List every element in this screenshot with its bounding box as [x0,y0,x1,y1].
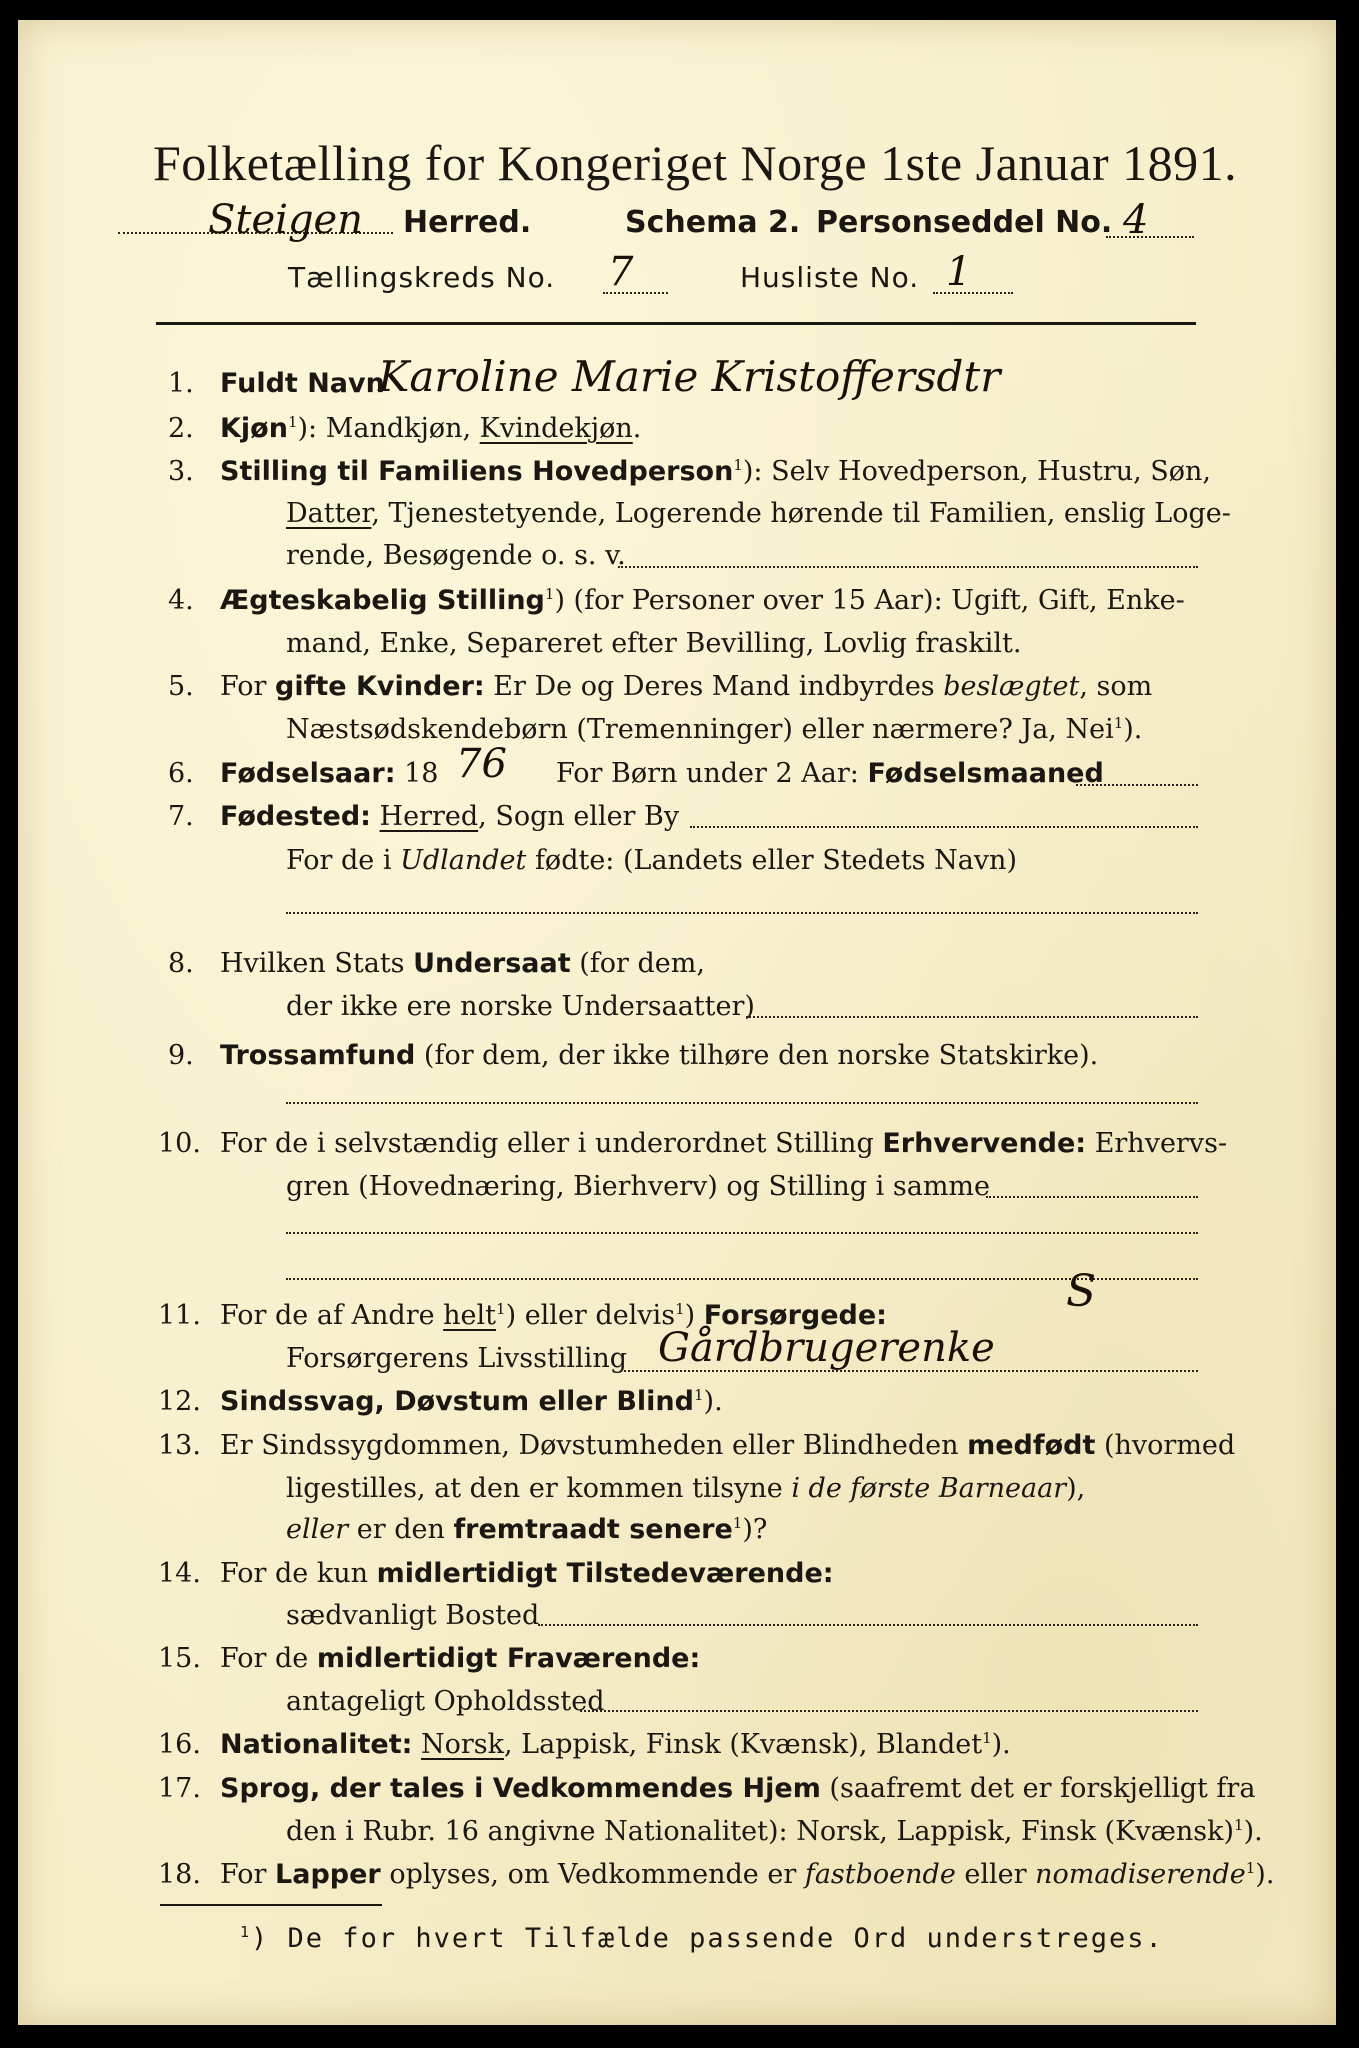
q13-italic3: eller [286,1514,349,1545]
q7-dotline [690,826,1198,828]
q4-label: Ægteskabelig Stilling [220,585,545,616]
q11-number: 11. [158,1300,201,1331]
q17-number: 17. [158,1773,201,1804]
kreds-handwritten: 7 [608,249,634,295]
q6-line [220,760,438,787]
q13-line3 [286,1516,767,1543]
q10-label: Erhvervende: [882,1128,1087,1159]
q3-footnote-mark: 1 [733,456,743,474]
q4-footnote-mark: 1 [544,585,555,603]
q18-label: Lapper [275,1859,381,1890]
q10-dotline-2 [286,1232,1198,1234]
q8-line1-text: (for dem, [570,948,705,979]
q5-line1b: , som [1079,671,1153,702]
q3-number: 3. [168,456,194,487]
q12-footnote-mark: 1 [693,1386,704,1404]
q10-line2: gren (Hovednæring, Bierhverv) og Stilling i samme [286,1171,991,1202]
q3-line1 [220,458,1211,485]
q12-number: 12. [158,1386,201,1417]
q5-pre: For [220,671,276,702]
herred-label: Herred. [403,205,532,240]
q16-number: 16. [158,1729,201,1760]
form-title: Folketælling for Kongeriget Norge 1ste Januar 1891. [153,135,1238,191]
q4-line2: mand, Enke, Separeret efter Bevilling, Lovlig fraskilt. [286,628,1022,659]
q11-line2: Forsørgerens Livsstilling [286,1343,628,1374]
q10-dotline-3 [286,1278,1198,1280]
q17-line2-text: den i Rubr. 16 angivne Nationalitet): Norsk, Lappisk, Finsk (Kvænsk) [286,1816,1235,1847]
q6-line-b [556,760,1104,787]
husliste-handwritten: 1 [946,249,972,295]
q15-pre: For de [220,1643,317,1674]
q3-dotline [618,566,1198,568]
q3-label: Stilling til Familiens Hovedperson [220,456,734,487]
q8-pre: Hvilken Stats [220,948,414,979]
q5-end: ). [1123,714,1143,745]
q4-number: 4. [168,585,194,616]
q2-text: ): Mandkjøn, [297,413,480,444]
q10-number: 10. [158,1128,201,1159]
q13-footnote-mark: 1 [732,1514,743,1532]
header-rule [156,322,1196,325]
q5-footnote-mark: 1 [1113,714,1124,732]
q2-footnote-mark: 1 [287,413,298,431]
q17-line2 [286,1818,1263,1845]
footnote-mark: 1 [240,1923,252,1941]
q13-line3a: er den [348,1514,454,1545]
q7-line2 [286,847,1017,874]
q9-dotline [286,1102,1198,1104]
q14-label: midlertidigt Tilstedeværende: [376,1558,834,1589]
q11-handwritten-answer: Gårdbrugerenke [658,1325,995,1371]
q13-bold3: fremtraadt senere [453,1514,733,1545]
q7-underlined-option: Herred [379,801,479,832]
q11-label: Forsørgede: [703,1300,887,1331]
q6-dotline [1076,784,1198,786]
q6-label2: Fødselsmaaned [867,758,1104,789]
q18-line [220,1861,1274,1888]
q7-number: 7. [168,801,194,832]
q5-line1a: Er De og Deres Mand indbyrdes [484,671,944,702]
q2-line [220,415,641,442]
q11-pre: For de af Andre [220,1300,444,1331]
q16-end: ). [991,1729,1011,1760]
q13-line1b: (hvormed [1095,1430,1236,1461]
q14-pre: For de kun [220,1558,377,1589]
q7-line2b: fødte: (Landets eller Stedets Navn) [526,845,1017,876]
schema-label: Schema 2. [625,205,801,240]
q6-year-prefix: 18 [395,758,439,789]
q7-rest: , Sogn eller By [478,801,680,832]
personseddel-label: Personseddel No. [816,205,1113,240]
q6-label: Fødselsaar: [220,758,396,789]
q13-number: 13. [158,1430,201,1461]
q3-line2 [286,500,1231,527]
q11-dotline [620,1370,1198,1372]
q10-line1 [220,1130,1227,1157]
q15-line2: antageligt Opholdssted [286,1686,605,1717]
q18-pre: For [220,1859,276,1890]
q18-end: ). [1255,1859,1275,1890]
kreds-label: Tællingskreds No. [288,261,556,294]
q10-dotline [986,1196,1198,1198]
q14-dotline [538,1624,1198,1626]
q17-rest: (saafremt det er forskjelligt fra [820,1773,1256,1804]
q13-line3b: )? [742,1514,768,1545]
q1-handwritten-name: Karoline Marie Kristoffersdtr [378,352,1001,401]
q14-line1 [220,1560,834,1587]
q1-number: 1. [168,368,194,399]
q5-line2 [286,716,1142,743]
q11-mid: ) eller delvis [505,1300,676,1331]
q7-italic: Udlandet [400,845,527,876]
q15-number: 15. [158,1643,201,1674]
census-form-paper [18,20,1336,2025]
q18-italic2: nomadiserende [1035,1859,1246,1890]
q16-label: Nationalitet: [220,1729,413,1760]
q17-label: Sprog, der tales i Vedkommendes Hjem [220,1773,821,1804]
q18-footnote-mark: 1 [1245,1859,1256,1877]
q12-line [220,1388,723,1415]
q7-label: Fødested: [220,801,371,832]
q3-line3: rende, Besøgende o. s. v. [286,540,626,571]
q15-line1 [220,1645,700,1672]
q9-rest: (for dem, der ikke tilhøre den norske Statskirke). [415,1040,1099,1071]
q11-mid2: ) [684,1300,704,1331]
q3-line1-text: ): Selv Hovedperson, Hustru, Søn, [742,456,1211,487]
q7-dotline-2 [286,912,1198,914]
q8-dotline [746,1016,1198,1018]
q12-end: ). [703,1386,723,1417]
q13-line1a: Er Sindssygdommen, Døvstumheden eller Blindheden [220,1430,968,1461]
q3-line2-text: , Tjenestetyende, Logerende hørende til Familien, enslig Loge- [371,498,1231,529]
q6-number: 6. [168,758,194,789]
personseddel-handwritten: 4 [1123,197,1149,243]
q11-underlined-option: helt [443,1300,497,1331]
q8-line2: der ikke ere norske Undersaatter) [286,991,755,1022]
q10-rest: Erhvervs- [1086,1128,1228,1159]
q17-footnote-mark: 1 [1234,1816,1244,1834]
q18-number: 18. [158,1859,201,1890]
q13-bold1: medfødt [967,1430,1096,1461]
q8-number: 8. [168,948,194,979]
q4-line1 [220,587,1185,614]
kreds-dotline [603,292,668,294]
q17-line1 [220,1775,1255,1802]
personseddel-dotline [1106,236,1194,238]
q11-footnote-mark-1: 1 [496,1300,506,1318]
q2-label: Kjøn [220,413,288,444]
q5-italic: beslægtet [943,671,1080,702]
footnote [240,1925,1164,1952]
footnote-text: ) De for hvert Tilfælde passende Ord understreges. [251,1923,1164,1954]
q13-line2 [286,1475,1085,1502]
q6-mid: For Børn under 2 Aar: [556,758,868,789]
q13-line1 [220,1432,1235,1459]
herred-handwritten: Steigen [208,197,363,243]
husliste-label: Husliste No. [740,261,920,294]
q3-underlined-option: Datter [286,498,372,529]
q11-handwritten-mark: S [1066,1266,1097,1317]
q4-line1-text: ) (for Personer over 15 Aar): Ugift, Gift, Enke- [554,585,1185,616]
q6-handwritten-year: 76 [456,741,507,787]
q14-line2: sædvanligt Bosted [286,1600,540,1631]
q7-line1 [220,803,679,830]
q5-line1 [220,673,1152,700]
q17-end: ). [1243,1816,1263,1847]
q15-label: midlertidigt Fraværende: [316,1643,701,1674]
q7-line2a: For de i [286,845,401,876]
husliste-dotline [933,292,1013,294]
q2-number: 2. [168,413,194,444]
q16-footnote-mark: 1 [982,1729,992,1747]
q16-rest: , Lappisk, Finsk (Kvænsk), Blandet [504,1729,983,1760]
q13-line2a: ligestilles, at den er kommen tilsyne [286,1473,792,1504]
q13-italic2: i de første Barneaar [791,1473,1067,1504]
q10-pre: For de i selvstændig eller i underordnet Stilling [220,1128,883,1159]
q9-line [220,1042,1098,1069]
q18-italic1: fastboende [804,1859,956,1890]
q13-line2b: ), [1066,1473,1086,1504]
q9-number: 9. [168,1040,194,1071]
q15-dotline [580,1710,1198,1712]
q8-line1 [220,950,705,977]
q18-mid: oplyses, om Vedkommende er [380,1859,805,1890]
q5-number: 5. [168,671,194,702]
q16-underlined-option: Norsk [421,1729,505,1760]
q5-label: gifte Kvinder: [275,671,485,702]
q12-label: Sindssvag, Døvstum eller Blind [220,1386,694,1417]
q2-underlined-option: Kvindekjøn [479,413,633,444]
q18-mid2: eller [955,1859,1036,1890]
q16-line [220,1731,1011,1758]
q2-end: . [632,413,642,444]
q1-label: Fuldt Navn [220,368,385,399]
q9-label: Trossamfund [220,1040,416,1071]
q11-footnote-mark-2: 1 [675,1300,685,1318]
footnote-rule [160,1904,382,1906]
q5-line2-text: Næstsødskendebørn (Tremenninger) eller nærmere? Ja, Nei [286,714,1114,745]
q14-number: 14. [158,1558,201,1589]
q8-label: Undersaat [413,948,571,979]
